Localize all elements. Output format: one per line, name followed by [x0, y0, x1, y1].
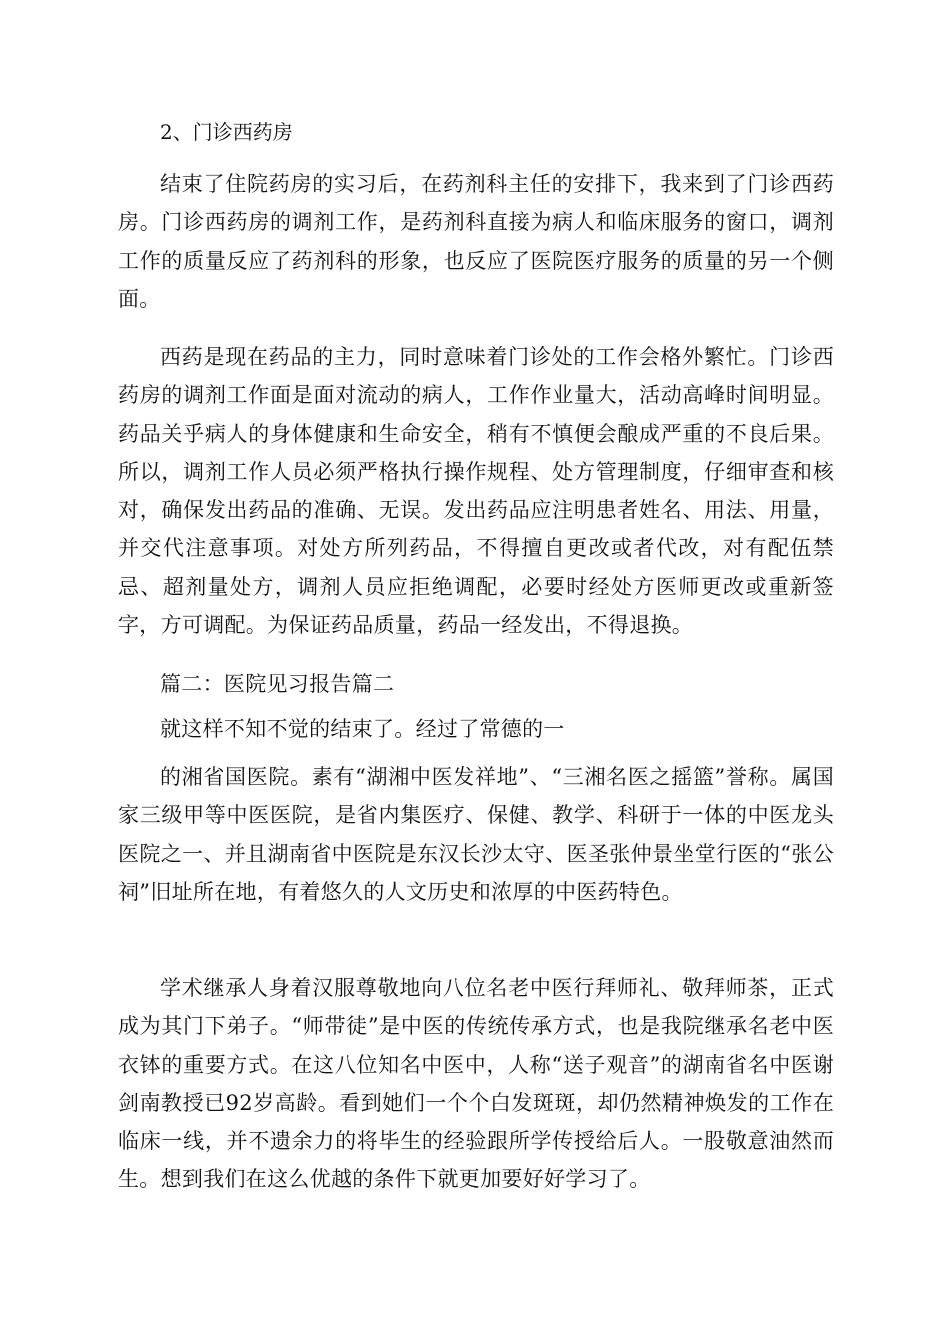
paragraph-outpatient-pharmacy-intro: 结束了住院药房的实习后，在药剂科主任的安排下，我来到了门诊西药房。门诊西药房的调剂工作，是药剂科直接为病人和临床服务的窗口，调剂工作的质量反应了药剂科的形象，也反应了医院医疗服务的质量的另一个侧面。 — [118, 172, 834, 311]
paragraph-western-medicine: 西药是现在药品的主力，同时意味着门诊处的工作会格外繁忙。门诊西药房的调剂工作面是面对流动的病人，工作作业量大，活动高峰时间明显。药品关乎病人的身体健康和生命安全，稍有不慎便会酿成严重的不良后果。所以，调剂工作人员必须严格执行操作规程、处方管理制度，仔细审查和核对，确保发出药品的准确、无误。发出药品应注明患者姓名、用法、用量，并交代注意事项。对处方所列药品，不得擅自更改或者代改，对有配伍禁忌、超剂量处方，调剂人员应拒绝调配，必要时经处方医师更改或重新签字，方可调配。为保证药品质量，药品一经发出，不得退换。 — [118, 345, 834, 638]
paragraph-hunan-hospital: 的湘省国医院。素有“湖湘中医发祥地”、“三湘名医之摇篮”誉称。属国家三级甲等中医医院，是省内集医疗、保健、教学、科研于一体的中医龙头医院之一、并且湖南省中医院是东汉长沙太守、医圣张仲景坐堂行医的“张公祠”旧址所在地，有着悠久的人文历史和浓厚的中医药特色。 — [118, 765, 834, 904]
paragraph-article-two-title: 篇二：医院见习报告篇二 — [160, 672, 395, 696]
section-heading: 2、门诊西药房 — [160, 120, 293, 144]
paragraph-changde: 就这样不知不觉的结束了。经过了常德的一 — [160, 717, 565, 741]
paragraph-apprenticeship: 学术继承人身着汉服尊敬地向八位名老中医行拜师礼、敬拜师茶，正式成为其门下弟子。“师带徒”是中医的传统传承方式，也是我院继承名老中医衣钵的重要方式。在这八位知名中医中，人称“送子观音”的湖南省名中医谢剑南教授已92岁高龄。看到她们一个个白发斑斑，却仍然精神焕发的工作在临床一线，并不遗余力的将毕生的经验跟所学传授给后人。一股敬意油然而生。想到我们在这么优越的条件下就更加要好好学习了。 — [118, 976, 834, 1192]
